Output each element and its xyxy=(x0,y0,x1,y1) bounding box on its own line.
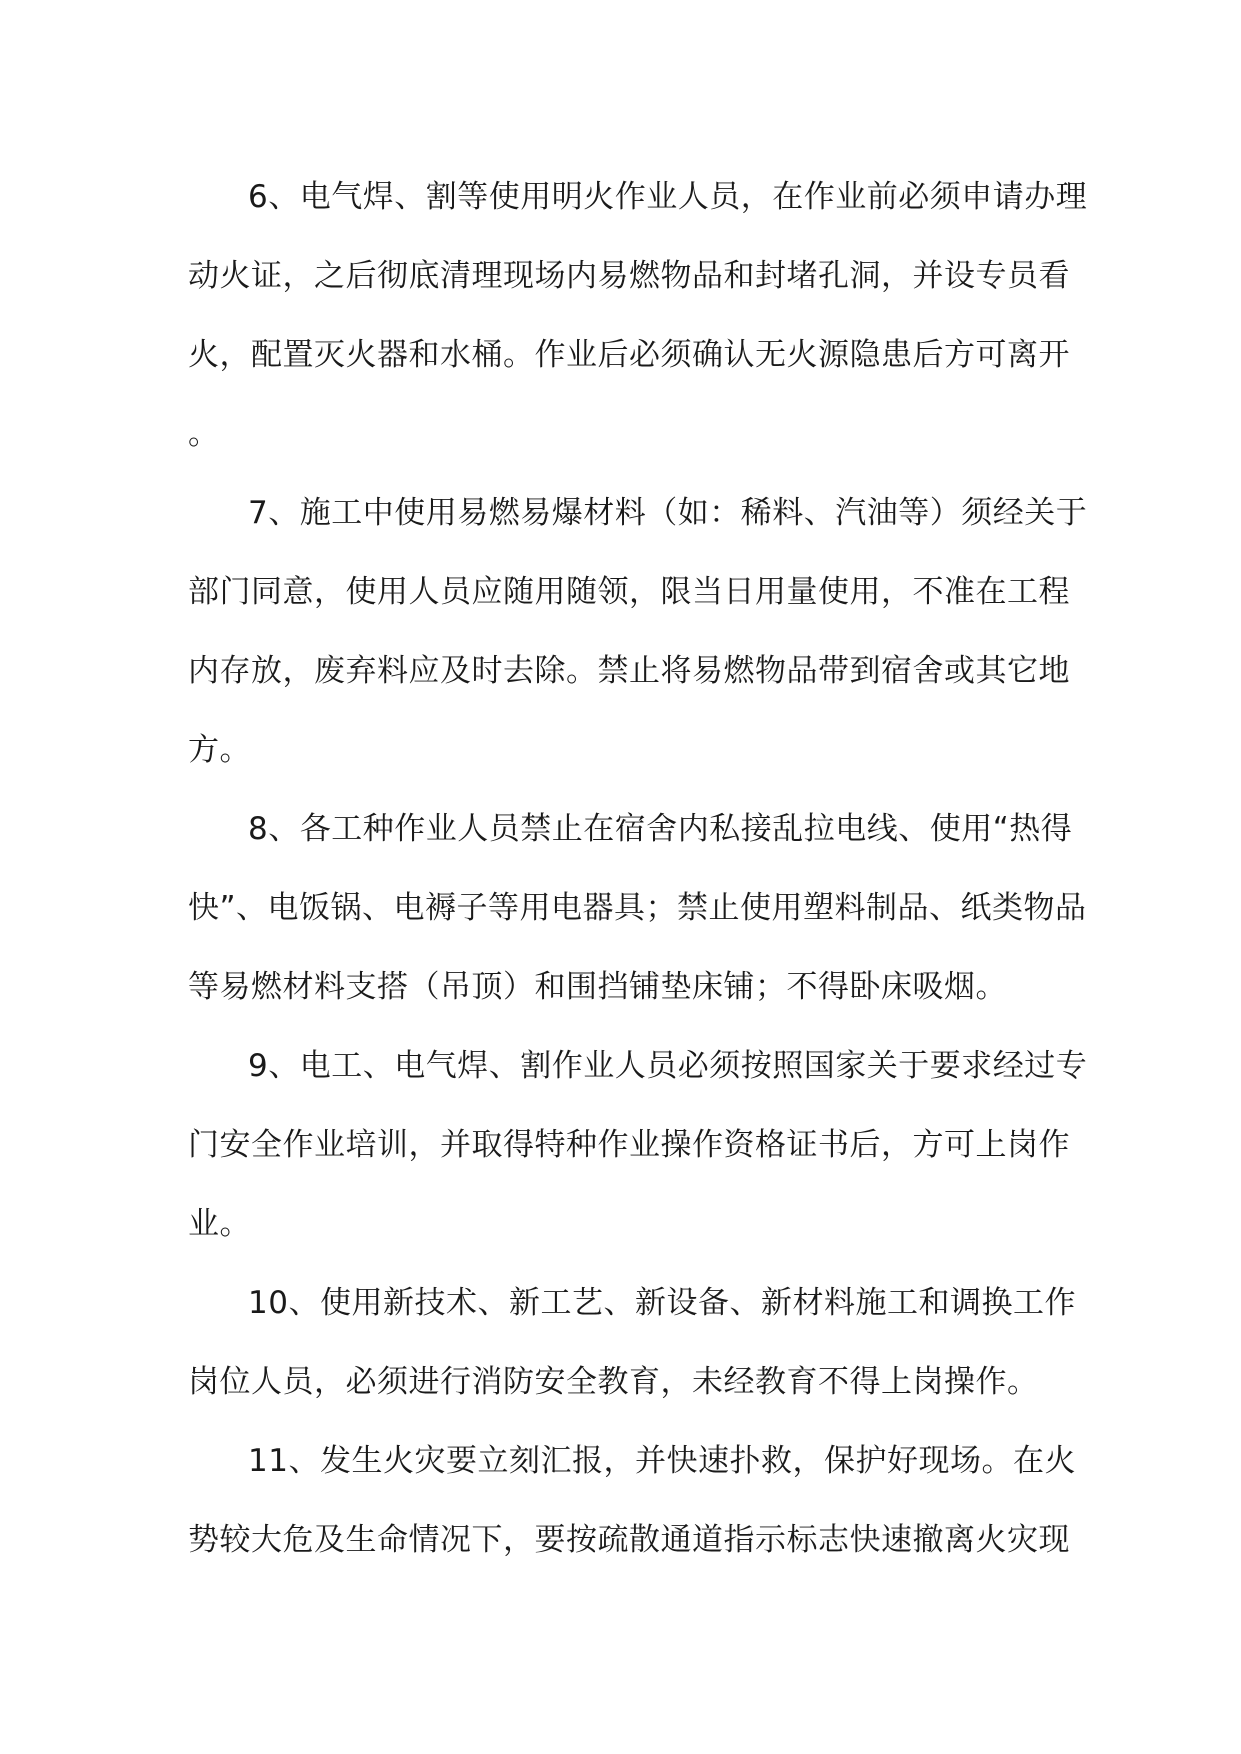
paragraph-8-line-1: 8、各工种作业人员禁止在宿舍内私接乱拉电线、使用“热得 xyxy=(248,811,1073,847)
paragraph-6-line-2: 动火证，之后彻底清理现场内易燃物品和封堵孔洞，并设专员看 xyxy=(188,258,1070,294)
paragraph-10-line-2: 岗位人员，必须进行消防安全教育，未经教育不得上岗操作。 xyxy=(188,1364,1039,1400)
paragraph-7-line-4: 方。 xyxy=(188,732,251,768)
paragraph-7-line-2: 部门同意，使用人员应随用随领，限当日用量使用，不准在工程 xyxy=(188,574,1070,610)
paragraph-9-line-3: 业。 xyxy=(188,1206,251,1242)
paragraph-9-line-1: 9、电工、电气焊、割作业人员必须按照国家关于要求经过专 xyxy=(248,1048,1088,1084)
paragraph-8-line-2: 快”、电饭锅、电褥子等用电器具；禁止使用塑料制品、纸类物品 xyxy=(188,890,1087,926)
paragraph-7-line-1: 7、施工中使用易燃易爆材料（如：稀料、汽油等）须经关于 xyxy=(248,495,1088,531)
paragraph-10-line-1: 10、使用新技术、新工艺、新设备、新材料施工和调换工作 xyxy=(248,1285,1076,1321)
paragraph-6-line-3: 火，配置灭火器和水桶。作业后必须确认无火源隐患后方可离开 xyxy=(188,337,1070,373)
paragraph-6-line-4: 。 xyxy=(188,416,220,452)
paragraph-7-line-3: 内存放，废弃料应及时去除。禁止将易燃物品带到宿舍或其它地 xyxy=(188,653,1070,689)
document-body xyxy=(188,158,1088,1580)
paragraph-6-line-1: 6、电气焊、割等使用明火作业人员，在作业前必须申请办理 xyxy=(248,179,1088,215)
paragraph-11-line-2: 势较大危及生命情况下，要按疏散通道指示标志快速撤离火灾现 xyxy=(188,1522,1070,1558)
paragraph-8-line-3: 等易燃材料支搭（吊顶）和围挡铺垫床铺；不得卧床吸烟。 xyxy=(188,969,1007,1005)
paragraph-9-line-2: 门安全作业培训，并取得特种作业操作资格证书后，方可上岗作 xyxy=(188,1127,1070,1163)
paragraph-11-line-1: 11、发生火灾要立刻汇报，并快速扑救，保护好现场。在火 xyxy=(248,1443,1076,1479)
